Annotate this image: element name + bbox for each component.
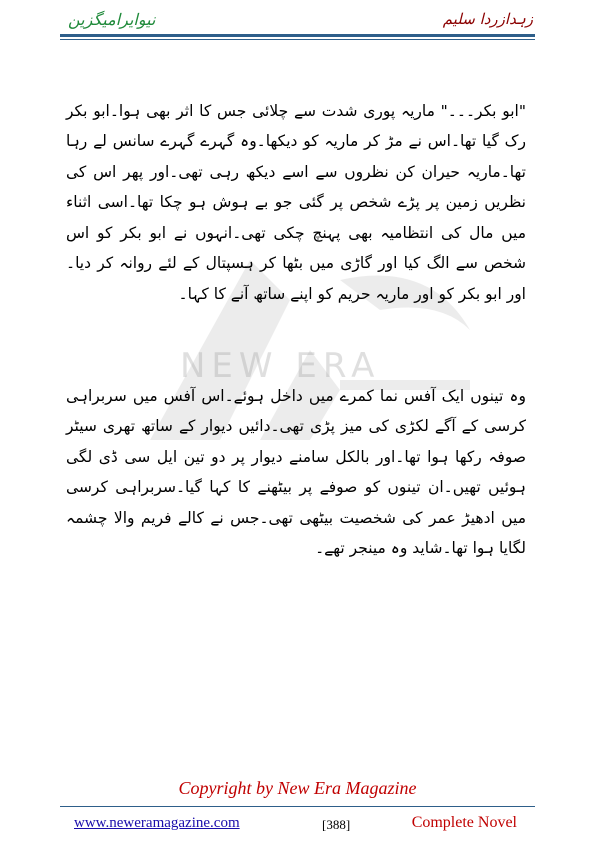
magazine-title: نیوایرامیگزین	[68, 10, 156, 29]
section-label: Complete Novel	[411, 814, 517, 831]
page-number: [388]	[322, 817, 351, 832]
website-link[interactable]: www.neweramagazine.com	[74, 815, 240, 831]
copyright-notice: Copyright by New Era Magazine	[178, 778, 417, 798]
author-name: زہدازردا سلیم	[442, 10, 533, 28]
footer-divider	[60, 806, 535, 807]
paragraph-2: وہ تینوں ایک آفس نما کمرے میں داخل ہوئے۔اس آفس میں سربراہی کرسی کے آگے لکڑی کی میز پڑی تھی۔دائیں دیوار کے ساتھ تھری سیٹر صوفہ رکھا ہوا تھا۔اور بالکل سامنے دیوار پر دو تین ایل سی ڈی لگی ہوئیں تھیں۔ان تینوں کو صوفے پر بیٹھنے کا کہا گیا۔سربراہی کرسی میں ادھیڑ عمر کی شخصیت بیٹھی تھی۔جس نے کالے فریم والا چشمہ لگایا ہوا تھا۔شاید وہ مینجر تھے۔	[66, 386, 526, 557]
header-divider	[60, 34, 535, 37]
paragraph-1: "ابو بکر۔۔۔" ماریہ پوری شدت سے چلائی جس کا اثر بھی ہوا۔ابو بکر رک گیا تھا۔اس نے مڑ کر ماریہ کو دیکھا۔وہ گہرے گہرے سانس لے رہا تھا۔ماریہ حیران کن نظروں سے اسے دیکھ رہی تھی۔اور پھر اس کی نظریں زمین پر پڑے شخص پر گئی جو بے ہوش ہو چکا تھا۔اسی اثناء میں مال کی انتظامیہ بھی پہنچ چکی تھی۔انہوں نے ابو بکر کو اس شخص سے الگ کیا اور گاڑی میں بٹھا کر ہسپتال کے لئے روانہ کر دیا۔اور ابو بکر کو اور ماریہ حریم کو اپنے ساتھ آنے کا کہا۔	[66, 101, 526, 303]
header-divider-thin	[60, 39, 535, 40]
watermark-text: NEW ERA	[180, 346, 381, 386]
